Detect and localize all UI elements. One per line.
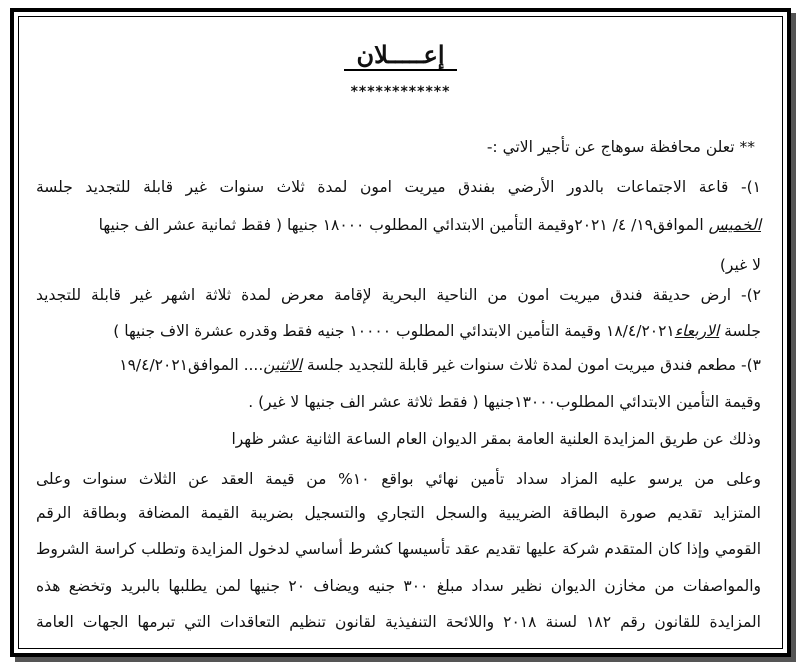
paragraph-terms-line: المتزايد تقديم صورة البطاقة الضريبية والسجل التجاري والتسجيل بضريبة القيمة المضافة وبطاقة الرقم — [36, 504, 761, 522]
item3-line2: وقيمة التأمين الابتدائي المطلوب١٣٠٠٠جنيها ( فقط ثلاثة عشر الف جنيها لا غير) . — [248, 393, 761, 411]
paragraph-terms-line: المزايدة للقانون رقم ١٨٢ لسنة ٢٠١٨ واللائحة التنفيذية لقانون تنظيم التعاقدات التي تبرمها الجهات العامة — [36, 613, 761, 631]
document-frame — [10, 8, 791, 657]
item2-line2: جلسة الاربعاء١٨/٤/٢٠٢١ وقيمة التأمين الابتدائي المطلوب ١٠٠٠٠ جنيه فقط وقدره عشرة الاف جنيها ) — [113, 322, 761, 340]
paragraph-terms-line: والمواصفات من مخازن الديوان نظير سداد مبلغ ٣٠٠ جنيه ويضاف ٢٠ جنيها لمن يطلبها بالبريد وتخضع هذه — [36, 577, 762, 595]
item1-line1: ١)- قاعة الاجتماعات بالدور الأرضي بفندق ميريت امون لمدة ثلاث سنوات غير قابلة للتجديد جلسة — [36, 178, 761, 196]
announcement-title: إعـــــلان — [14, 40, 787, 69]
handwritten-day: الاثنين — [263, 356, 302, 374]
handwritten-day: الاربعاء — [674, 322, 720, 340]
item3-line1: ٣)- مطعم فندق ميريت امون لمدة ثلاث سنوات غير قابلة للتجديد جلسة الاثنين.... الموافق١٩/٤/٢٠٢١ — [119, 356, 761, 374]
title-stars: ************ — [350, 84, 451, 100]
intro-line: ** تعلن محافظة سوهاج عن تأجير الاتي :- — [486, 138, 755, 156]
item1-line3: لا غير) — [719, 256, 761, 274]
item1-line2: الخميس الموافق١٩/ ٤/ ٢٠٢١وقيمة التأمين الابتدائي المطلوب ١٨٠٠٠ جنيها ( فقط ثمانية عشر الف جنيها — [98, 216, 761, 234]
paragraph-terms-line: وعلى من يرسو عليه المزاد سداد تأمين نهائي بواقع ١٠% من قيمة العقد عن الثلاث سنوات وعلى — [36, 470, 761, 488]
announcement-document — [14, 12, 787, 653]
item2-line1: ٢)- ارض حديقة فندق ميريت امون من الناحية البحرية لإقامة معرض لمدة ثلاثة اشهر غير قابلة للتجديد — [36, 286, 761, 304]
handwritten-day: الخميس — [708, 216, 761, 234]
paragraph-auction: وذلك عن طريق المزايدة العلنية العامة بمقر الديوان العام الساعة الثانية عشر ظهرا — [231, 430, 761, 448]
paragraph-terms-line: القومي وإذا كان المتقدم شركة عليها تقديم عقد تأسيسها كشرط أساسي لدخول المزايدة وتطلب كراسة الشروط — [36, 540, 761, 558]
